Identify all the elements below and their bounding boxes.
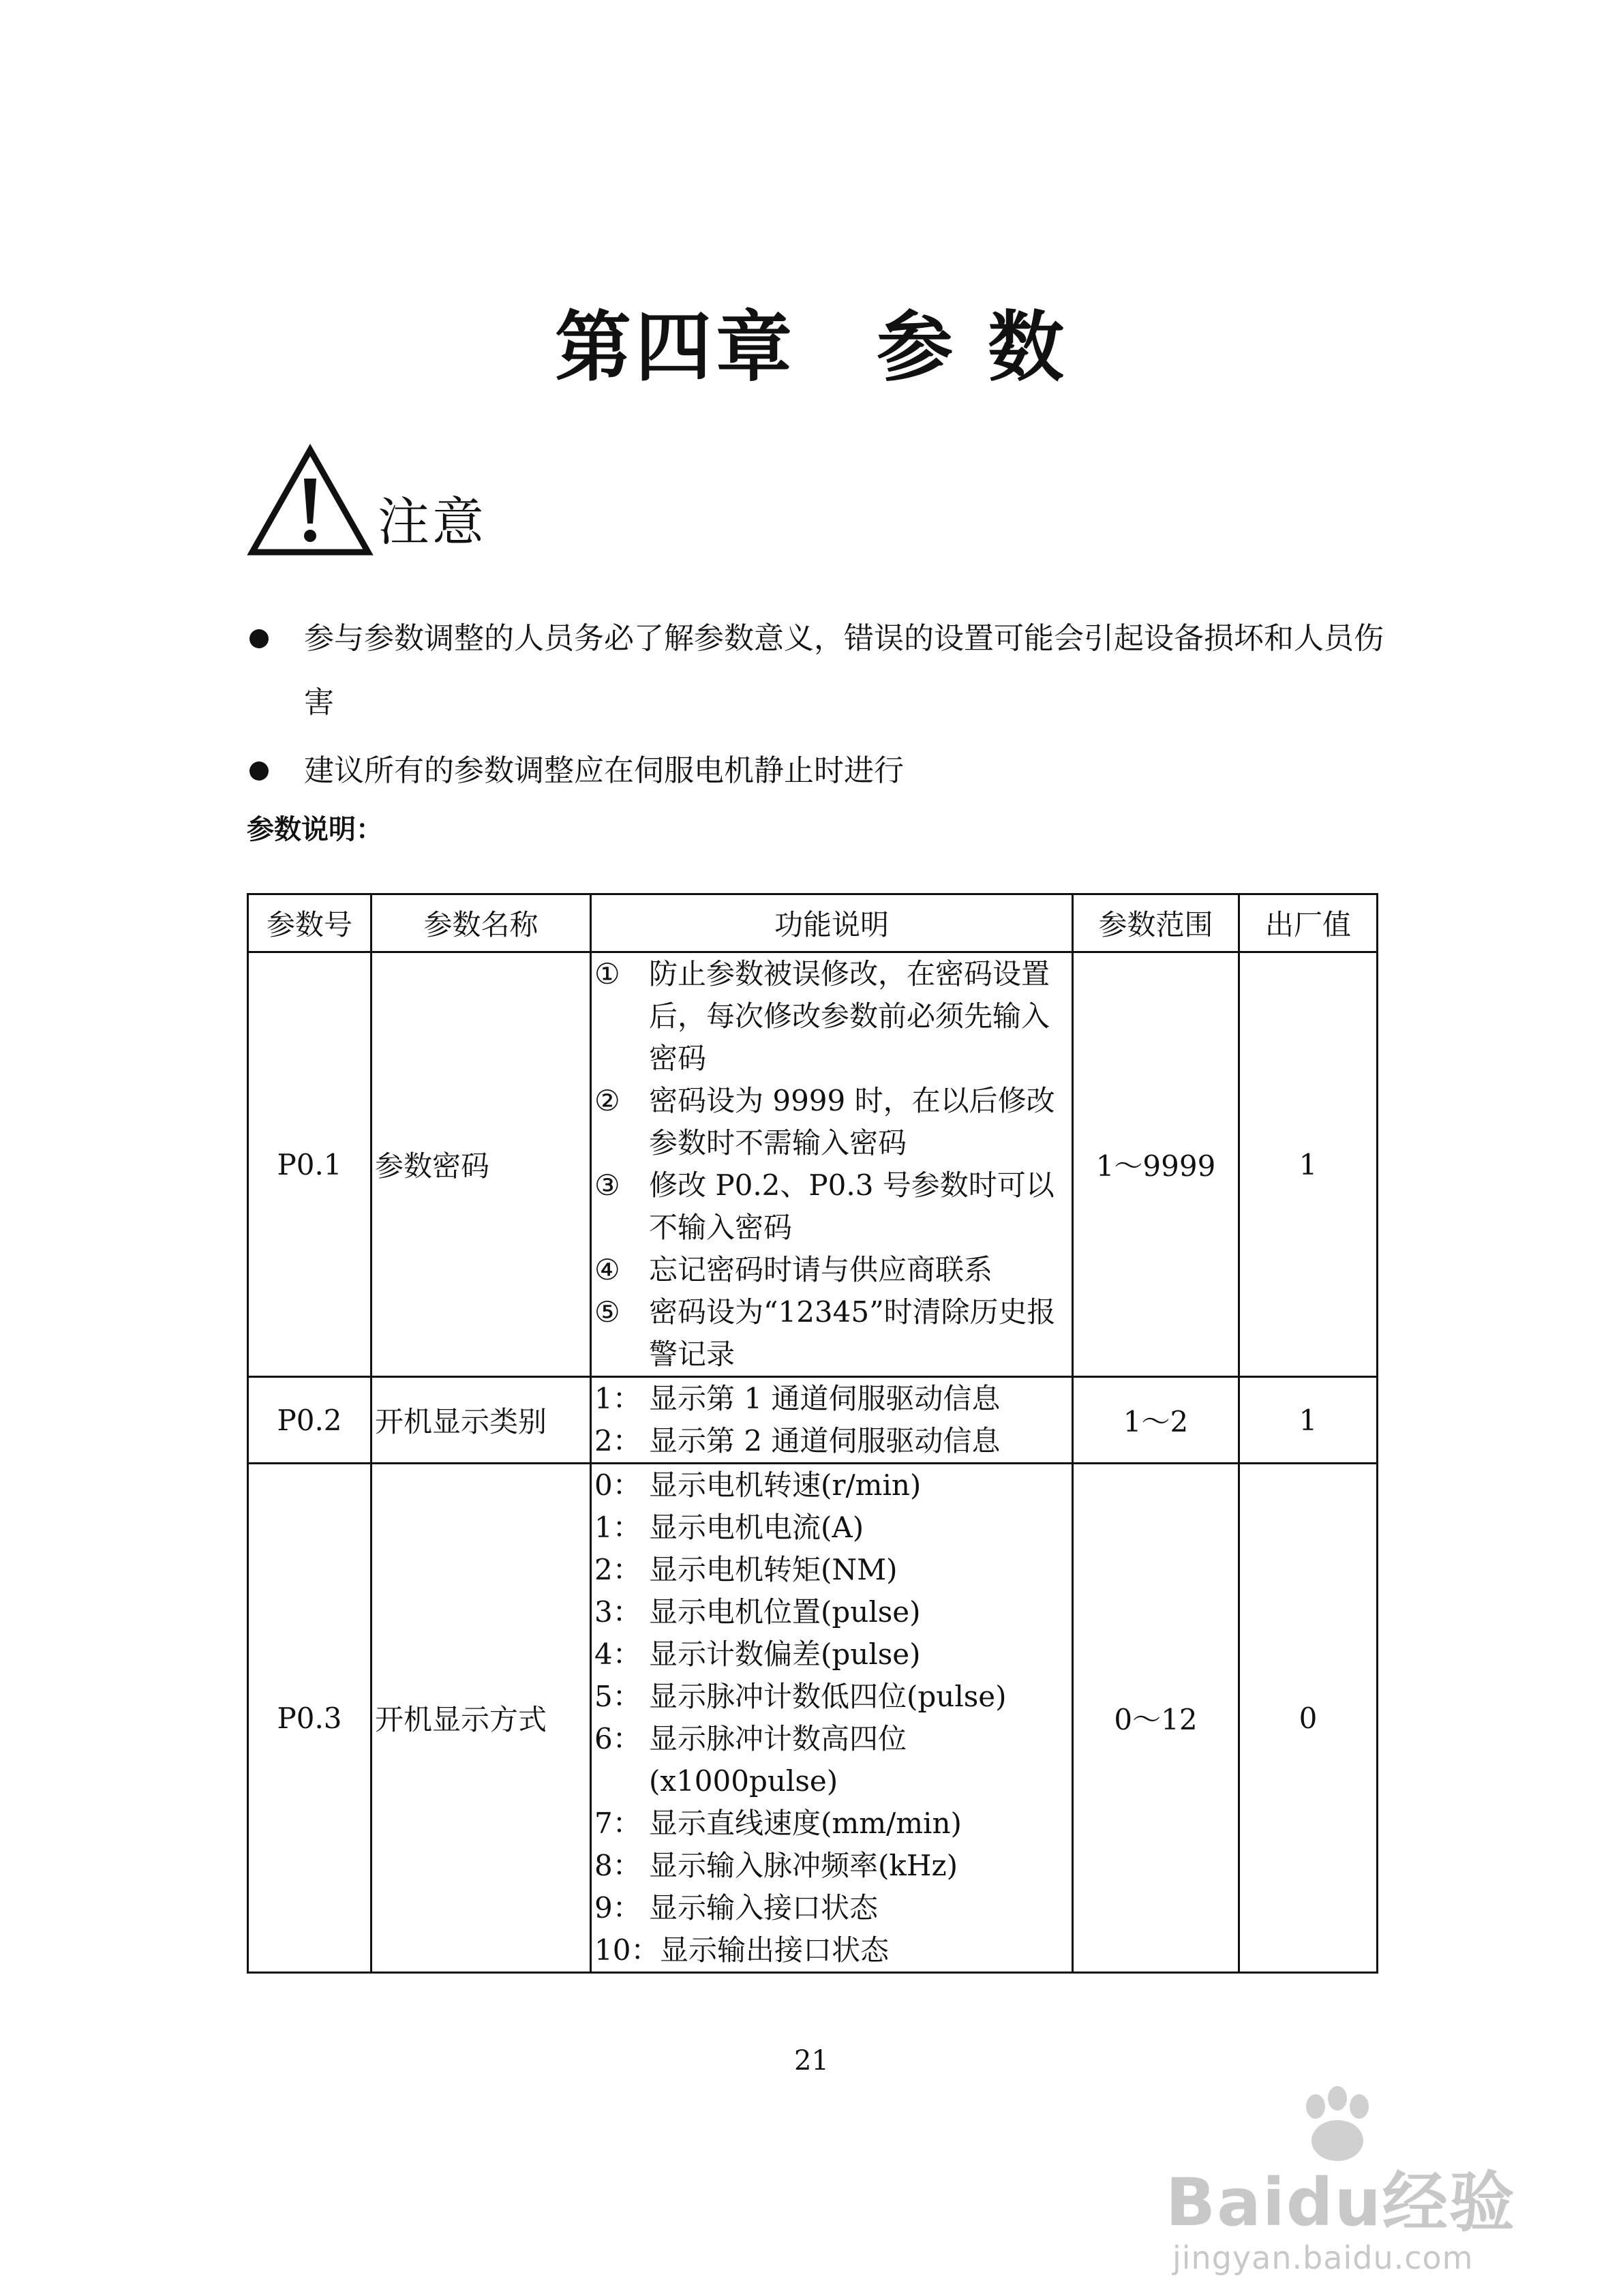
notice-item — [247, 739, 1392, 803]
table-row — [248, 1377, 1378, 1464]
page-number: 21 — [794, 2045, 829, 2076]
description-item — [594, 1549, 1067, 1591]
item-marker: 2： — [594, 1424, 641, 1457]
description-item — [594, 1378, 1067, 1420]
item-marker: ③ — [594, 1168, 620, 1202]
param-id: P0.2 — [248, 1377, 371, 1464]
item-text: 显示脉冲计数高四位 (x1000pulse) — [649, 1722, 907, 1798]
description-item — [594, 1291, 1067, 1376]
item-text: 显示输入接口状态 — [649, 1891, 879, 1924]
param-range: 1～9999 — [1073, 952, 1239, 1377]
item-marker: ⑤ — [594, 1295, 620, 1329]
description-item — [594, 1464, 1067, 1507]
item-text: 显示输出接口状态 — [660, 1933, 890, 1967]
item-text: 防止参数被误修改，在密码设置后，每次修改参数前必须先输入密码 — [649, 957, 1050, 1075]
notice-text: 参与参数调整的人员务必了解参数意义，错误的设置可能会引起设备损坏和人员伤害 — [304, 621, 1384, 720]
item-marker: 1： — [594, 1382, 641, 1415]
description-item — [594, 1249, 1067, 1291]
item-text: 显示直线速度(mm/min) — [649, 1807, 962, 1840]
item-marker: 10： — [594, 1933, 660, 1967]
notice-text: 建议所有的参数调整应在伺服电机静止时进行 — [304, 753, 904, 788]
header-description: 功能说明 — [591, 894, 1073, 952]
item-marker: 4： — [594, 1637, 641, 1671]
warning-triangle-icon — [247, 443, 374, 558]
description-item — [594, 1676, 1067, 1718]
item-text: 显示电机电流(A) — [649, 1511, 864, 1544]
item-marker: ② — [594, 1084, 620, 1117]
description-item — [594, 1164, 1067, 1249]
item-marker: 6： — [594, 1722, 641, 1755]
params-label: 参数说明： — [247, 814, 383, 845]
param-default: 1 — [1239, 952, 1378, 1377]
header-range: 参数范围 — [1073, 894, 1239, 952]
baidu-watermark — [1152, 2086, 1534, 2291]
item-marker: 5： — [594, 1680, 641, 1713]
item-text: 显示计数偏差(pulse) — [649, 1637, 921, 1671]
item-text: 显示电机转速(r/min) — [649, 1468, 922, 1502]
description-item — [594, 1591, 1067, 1633]
param-description — [591, 1377, 1073, 1464]
watermark-domain: jingyan.baidu.com — [1172, 2239, 1474, 2276]
item-marker: ① — [594, 957, 620, 991]
header-param-id: 参数号 — [248, 894, 371, 952]
header-param-name: 参数名称 — [371, 894, 591, 952]
item-text: 密码设为 9999 时，在以后修改参数时不需输入密码 — [649, 1084, 1055, 1160]
item-text: 显示输入脉冲频率(kHz) — [649, 1849, 958, 1882]
description-item — [594, 1718, 1067, 1802]
item-text: 显示脉冲计数低四位(pulse) — [649, 1680, 1007, 1713]
item-marker: 2： — [594, 1553, 641, 1586]
description-item — [594, 953, 1067, 1080]
table-row — [248, 952, 1378, 1377]
item-marker: 8： — [594, 1849, 641, 1882]
item-text: 显示第 1 通道伺服驱动信息 — [649, 1382, 1001, 1415]
header-default: 出厂值 — [1239, 894, 1378, 952]
item-marker: 1： — [594, 1511, 641, 1544]
param-id: P0.1 — [248, 952, 371, 1377]
item-marker: 0： — [594, 1468, 641, 1502]
description-item — [594, 1845, 1067, 1887]
item-text: 密码设为“12345”时清除历史报警记录 — [649, 1295, 1056, 1371]
param-description — [591, 1464, 1073, 1973]
item-marker: 7： — [594, 1807, 641, 1840]
parameter-table — [247, 893, 1378, 1974]
param-default: 1 — [1239, 1377, 1378, 1464]
chapter-title: 第四章 参 数 — [555, 303, 1068, 392]
description-item — [594, 1633, 1067, 1676]
bullet-dot-icon — [249, 629, 269, 648]
param-range: 1～2 — [1073, 1377, 1239, 1464]
watermark-brand: Baidu经验 — [1166, 2164, 1516, 2241]
item-text: 显示电机位置(pulse) — [649, 1595, 921, 1629]
notice-item — [247, 607, 1392, 735]
notice-title: 注意 — [378, 492, 487, 552]
item-text: 显示电机转矩(NM) — [649, 1553, 898, 1586]
param-name: 开机显示类别 — [371, 1377, 591, 1464]
item-marker: 9： — [594, 1891, 641, 1924]
bullet-dot-icon — [249, 761, 269, 781]
param-default: 0 — [1239, 1464, 1378, 1973]
param-id: P0.3 — [248, 1464, 371, 1973]
param-range: 0～12 — [1073, 1464, 1239, 1973]
item-text: 修改 P0.2、P0.3 号参数时可以不输入密码 — [649, 1168, 1055, 1244]
description-item — [594, 1887, 1067, 1929]
notice-list — [247, 607, 1392, 807]
param-description — [591, 952, 1073, 1377]
description-item — [594, 1080, 1067, 1164]
description-item — [594, 1507, 1067, 1549]
param-name: 参数密码 — [371, 952, 591, 1377]
description-item — [594, 1802, 1067, 1845]
item-marker: ④ — [594, 1253, 620, 1286]
item-text: 显示第 2 通道伺服驱动信息 — [649, 1424, 1001, 1457]
notice-heading — [247, 443, 487, 558]
table-row — [248, 1464, 1378, 1973]
description-item — [594, 1420, 1067, 1462]
item-marker: 3： — [594, 1595, 641, 1629]
param-name: 开机显示方式 — [371, 1464, 591, 1973]
table-header-row — [248, 894, 1378, 952]
description-item — [594, 1929, 1067, 1972]
item-text: 忘记密码时请与供应商联系 — [649, 1253, 993, 1286]
